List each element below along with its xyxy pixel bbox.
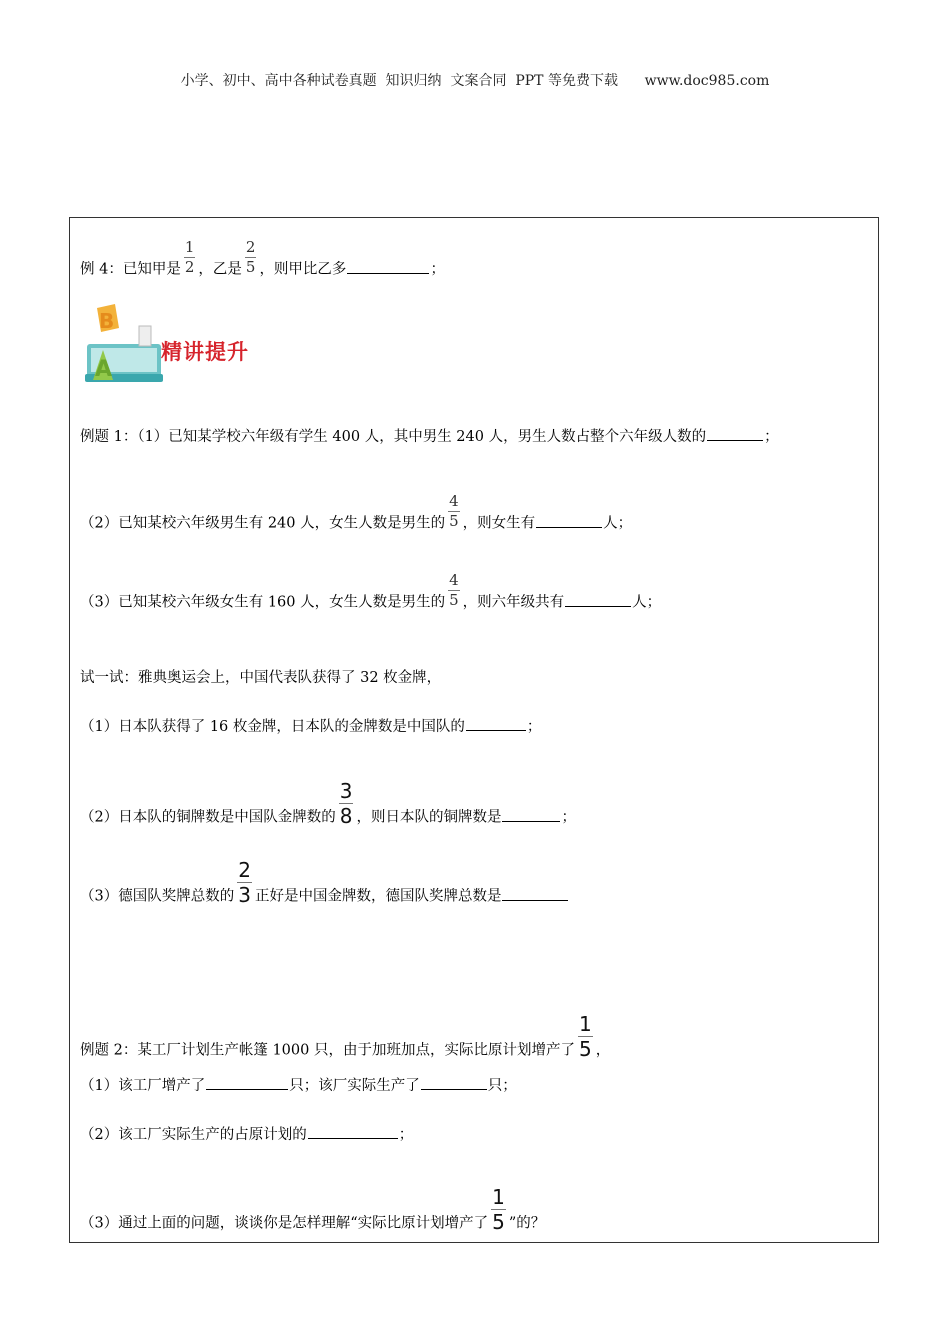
answer-blank[interactable] bbox=[206, 1075, 288, 1090]
answer-blank[interactable] bbox=[565, 592, 631, 607]
example-1-part-3: （3）已知某校六年级女生有 160 人，女生人数是男生的 $\frac{4}{5}$ ，则六年级共有 人； bbox=[80, 571, 662, 611]
answer-blank[interactable] bbox=[347, 259, 429, 274]
answer-blank[interactable] bbox=[536, 513, 602, 528]
example-1-part-2: （2）已知某校六年级男生有 240 人，女生人数是男生的 $\frac{4}{5}$ ，则女生有 人； bbox=[80, 492, 633, 532]
fraction-1-5: $\frac{1}{5}$ bbox=[492, 1185, 505, 1234]
try-part-1: （1）日本队获得了 16 枚金牌，日本队的金牌数是中国队的 ； bbox=[80, 716, 541, 737]
fraction-1-2: $\frac{1}{2}$ bbox=[184, 238, 195, 276]
example-2-part-3: （3）通过上面的问题，谈谈你是怎样理解“实际比原计划增产了 $\frac{1}{5}$ ”的？ bbox=[80, 1185, 546, 1234]
header-text: 小学、初中、高中各种试卷真题 知识归纳 文案合同 PPT 等免费下载 bbox=[180, 73, 618, 89]
answer-blank[interactable] bbox=[502, 807, 560, 822]
try-part-3: （3）德国队奖牌总数的 $\frac{2}{3}$ 正好是中国金牌数，德国队奖牌总数是 bbox=[80, 874, 569, 919]
answer-blank[interactable] bbox=[308, 1124, 398, 1139]
section-title: 精讲提升 bbox=[161, 340, 249, 364]
answer-blank[interactable] bbox=[466, 716, 526, 731]
answer-blank[interactable] bbox=[707, 426, 763, 441]
fraction-1-5: $\frac{1}{5}$ bbox=[578, 1012, 592, 1061]
fraction-2-3: $\frac{2}{3}$ bbox=[238, 858, 251, 907]
fraction-2-5: $\frac{2}{5}$ bbox=[245, 238, 256, 276]
try-part-2: （2）日本队的铜牌数是中国队金牌数的 $\frac{3}{8}$ ，则日本队的铜牌数是 ； bbox=[80, 779, 576, 828]
fraction-4-5: $\frac{4}{5}$ bbox=[449, 492, 459, 530]
svg-text:A: A bbox=[95, 357, 113, 382]
example-2-part-1: （1）该工厂增产了 只；该厂实际生产了 只； bbox=[80, 1075, 517, 1096]
answer-blank[interactable] bbox=[421, 1075, 487, 1090]
answer-blank[interactable] bbox=[502, 886, 568, 901]
example-2-intro: 例题 2：某工厂计划生产帐篷 1000 只，由于加班加点，实际比原计划增产了 $\frac{1}{5}$ ， bbox=[80, 1012, 611, 1061]
page-header bbox=[0, 70, 950, 90]
fraction-3-8: $\frac{3}{8}$ bbox=[339, 779, 353, 828]
svg-text:B: B bbox=[99, 309, 115, 333]
example-1-part-1: 例题 1：（1）已知某学校六年级有学生 400 人，其中男生 240 人，男生人数占整个六年级人数的 ； bbox=[80, 426, 779, 447]
example-4: 例 4：已知甲是 $\frac{1}{2}$ ，乙是 $\frac{2}{5}$ ，则甲比乙多 ； bbox=[80, 238, 445, 278]
fraction-4-5: $\frac{4}{5}$ bbox=[449, 571, 459, 609]
header-site: www.doc985.com bbox=[644, 73, 770, 89]
try-intro: 试一试：雅典奥运会上，中国代表队获得了 32 枚金牌， bbox=[80, 670, 442, 686]
example-2-part-2: （2）该工厂实际生产的占原计划的 ； bbox=[80, 1124, 413, 1145]
